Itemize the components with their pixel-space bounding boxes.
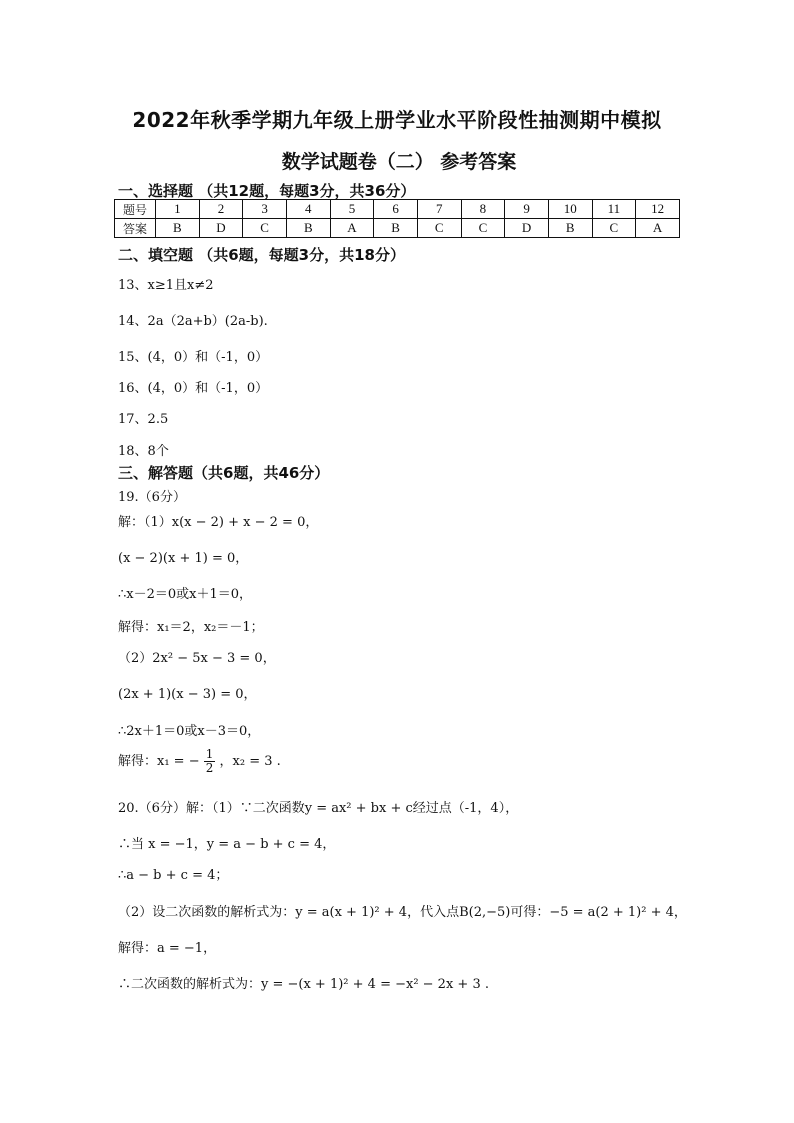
table-cell: B	[374, 219, 418, 238]
q19-line-8	[118, 748, 281, 775]
row-label-question: 题号	[115, 200, 156, 219]
page-subtitle: 数学试题卷（二） 参考答案	[281, 151, 517, 173]
table-cell: 8	[461, 200, 505, 219]
fraction-numerator: 1	[205, 747, 214, 761]
q19-line-3: ∴x－2＝0或x＋1＝0，	[118, 587, 253, 602]
table-cell: 5	[330, 200, 374, 219]
q20-line-1: 20.（6分）解：（1）∵二次函数y = ax² + bx + c经过点（-1，4），	[118, 801, 519, 816]
answer-17: 17、2.5	[118, 412, 169, 427]
table-cell: 3	[243, 200, 287, 219]
q19-line-8-start: 解得：x₁ = −	[118, 754, 200, 769]
q19-line-8-end: ，x₂ = 3 .	[219, 754, 281, 769]
q19-line-2: (x − 2)(x + 1) = 0，	[118, 551, 249, 566]
answer-14: 14、2a（2a+b）(2a-b).	[118, 314, 268, 329]
table-cell: C	[461, 219, 505, 238]
answer-table	[114, 199, 680, 238]
table-cell: 7	[417, 200, 461, 219]
table-cell: B	[286, 219, 330, 238]
table-cell: 4	[286, 200, 330, 219]
section3-heading: 三、解答题（共6题，共46分）	[118, 464, 330, 482]
q20-line-2: ∴当 x = −1，y = a − b + c = 4，	[118, 837, 336, 852]
table-cell: 10	[548, 200, 592, 219]
table-cell: C	[592, 219, 636, 238]
q19-line-1: 解：（1）x(x − 2) + x − 2 = 0，	[118, 515, 319, 530]
table-cell: A	[636, 219, 680, 238]
page-title: 2022年秋季学期九年级上册学业水平阶段性抽测期中模拟	[132, 108, 662, 132]
q19-line-7: ∴2x＋1＝0或x－3＝0，	[118, 724, 261, 739]
table-cell: 6	[374, 200, 418, 219]
q20-line-6: ∴二次函数的解析式为：y = −(x + 1)² + 4 = −x² − 2x + 3 .	[118, 977, 489, 992]
q19-header: 19.（6分）	[118, 490, 186, 505]
table-cell: 11	[592, 200, 636, 219]
table-cell: 1	[156, 200, 200, 219]
table-cell: 9	[505, 200, 549, 219]
table-cell: C	[417, 219, 461, 238]
table-cell: B	[548, 219, 592, 238]
q19-line-6: (2x + 1)(x − 3) = 0，	[118, 687, 257, 702]
table-cell: B	[156, 219, 200, 238]
table-row-answers	[115, 219, 680, 238]
q19-line-4: 解得：x₁＝2，x₂＝－1；	[118, 620, 264, 635]
q19-line-5: （2）2x² − 5x − 3 = 0，	[118, 651, 276, 666]
row-label-answer: 答案	[115, 219, 156, 238]
q20-line-3: ∴a − b + c = 4；	[118, 868, 229, 883]
table-cell: 12	[636, 200, 680, 219]
answer-15: 15、(4，0）和（-1，0）	[118, 350, 269, 365]
section2-heading: 二、填空题 （共6题，每题3分，共18分）	[118, 246, 405, 264]
table-cell: 2	[199, 200, 243, 219]
table-cell: C	[243, 219, 287, 238]
table-row-numbers	[115, 200, 680, 219]
answer-18: 18、8个	[118, 444, 169, 459]
fraction-denominator: 2	[205, 761, 214, 775]
answer-16: 16、(4，0）和（-1，0）	[118, 381, 269, 396]
table-cell: A	[330, 219, 374, 238]
section1-heading: 一、选择题 （共12题，每题3分，共36分）	[118, 182, 416, 200]
table-cell: D	[199, 219, 243, 238]
answer-13: 13、x≥1且x≠2	[118, 278, 214, 293]
table-cell: D	[505, 219, 549, 238]
fraction	[204, 748, 216, 775]
q20-line-5: 解得：a = −1，	[118, 941, 217, 956]
q20-line-4: （2）设二次函数的解析式为：y = a(x + 1)² + 4，代入点B(2,−5)可得：−5 = a(2 + 1)² + 4，	[118, 905, 687, 920]
